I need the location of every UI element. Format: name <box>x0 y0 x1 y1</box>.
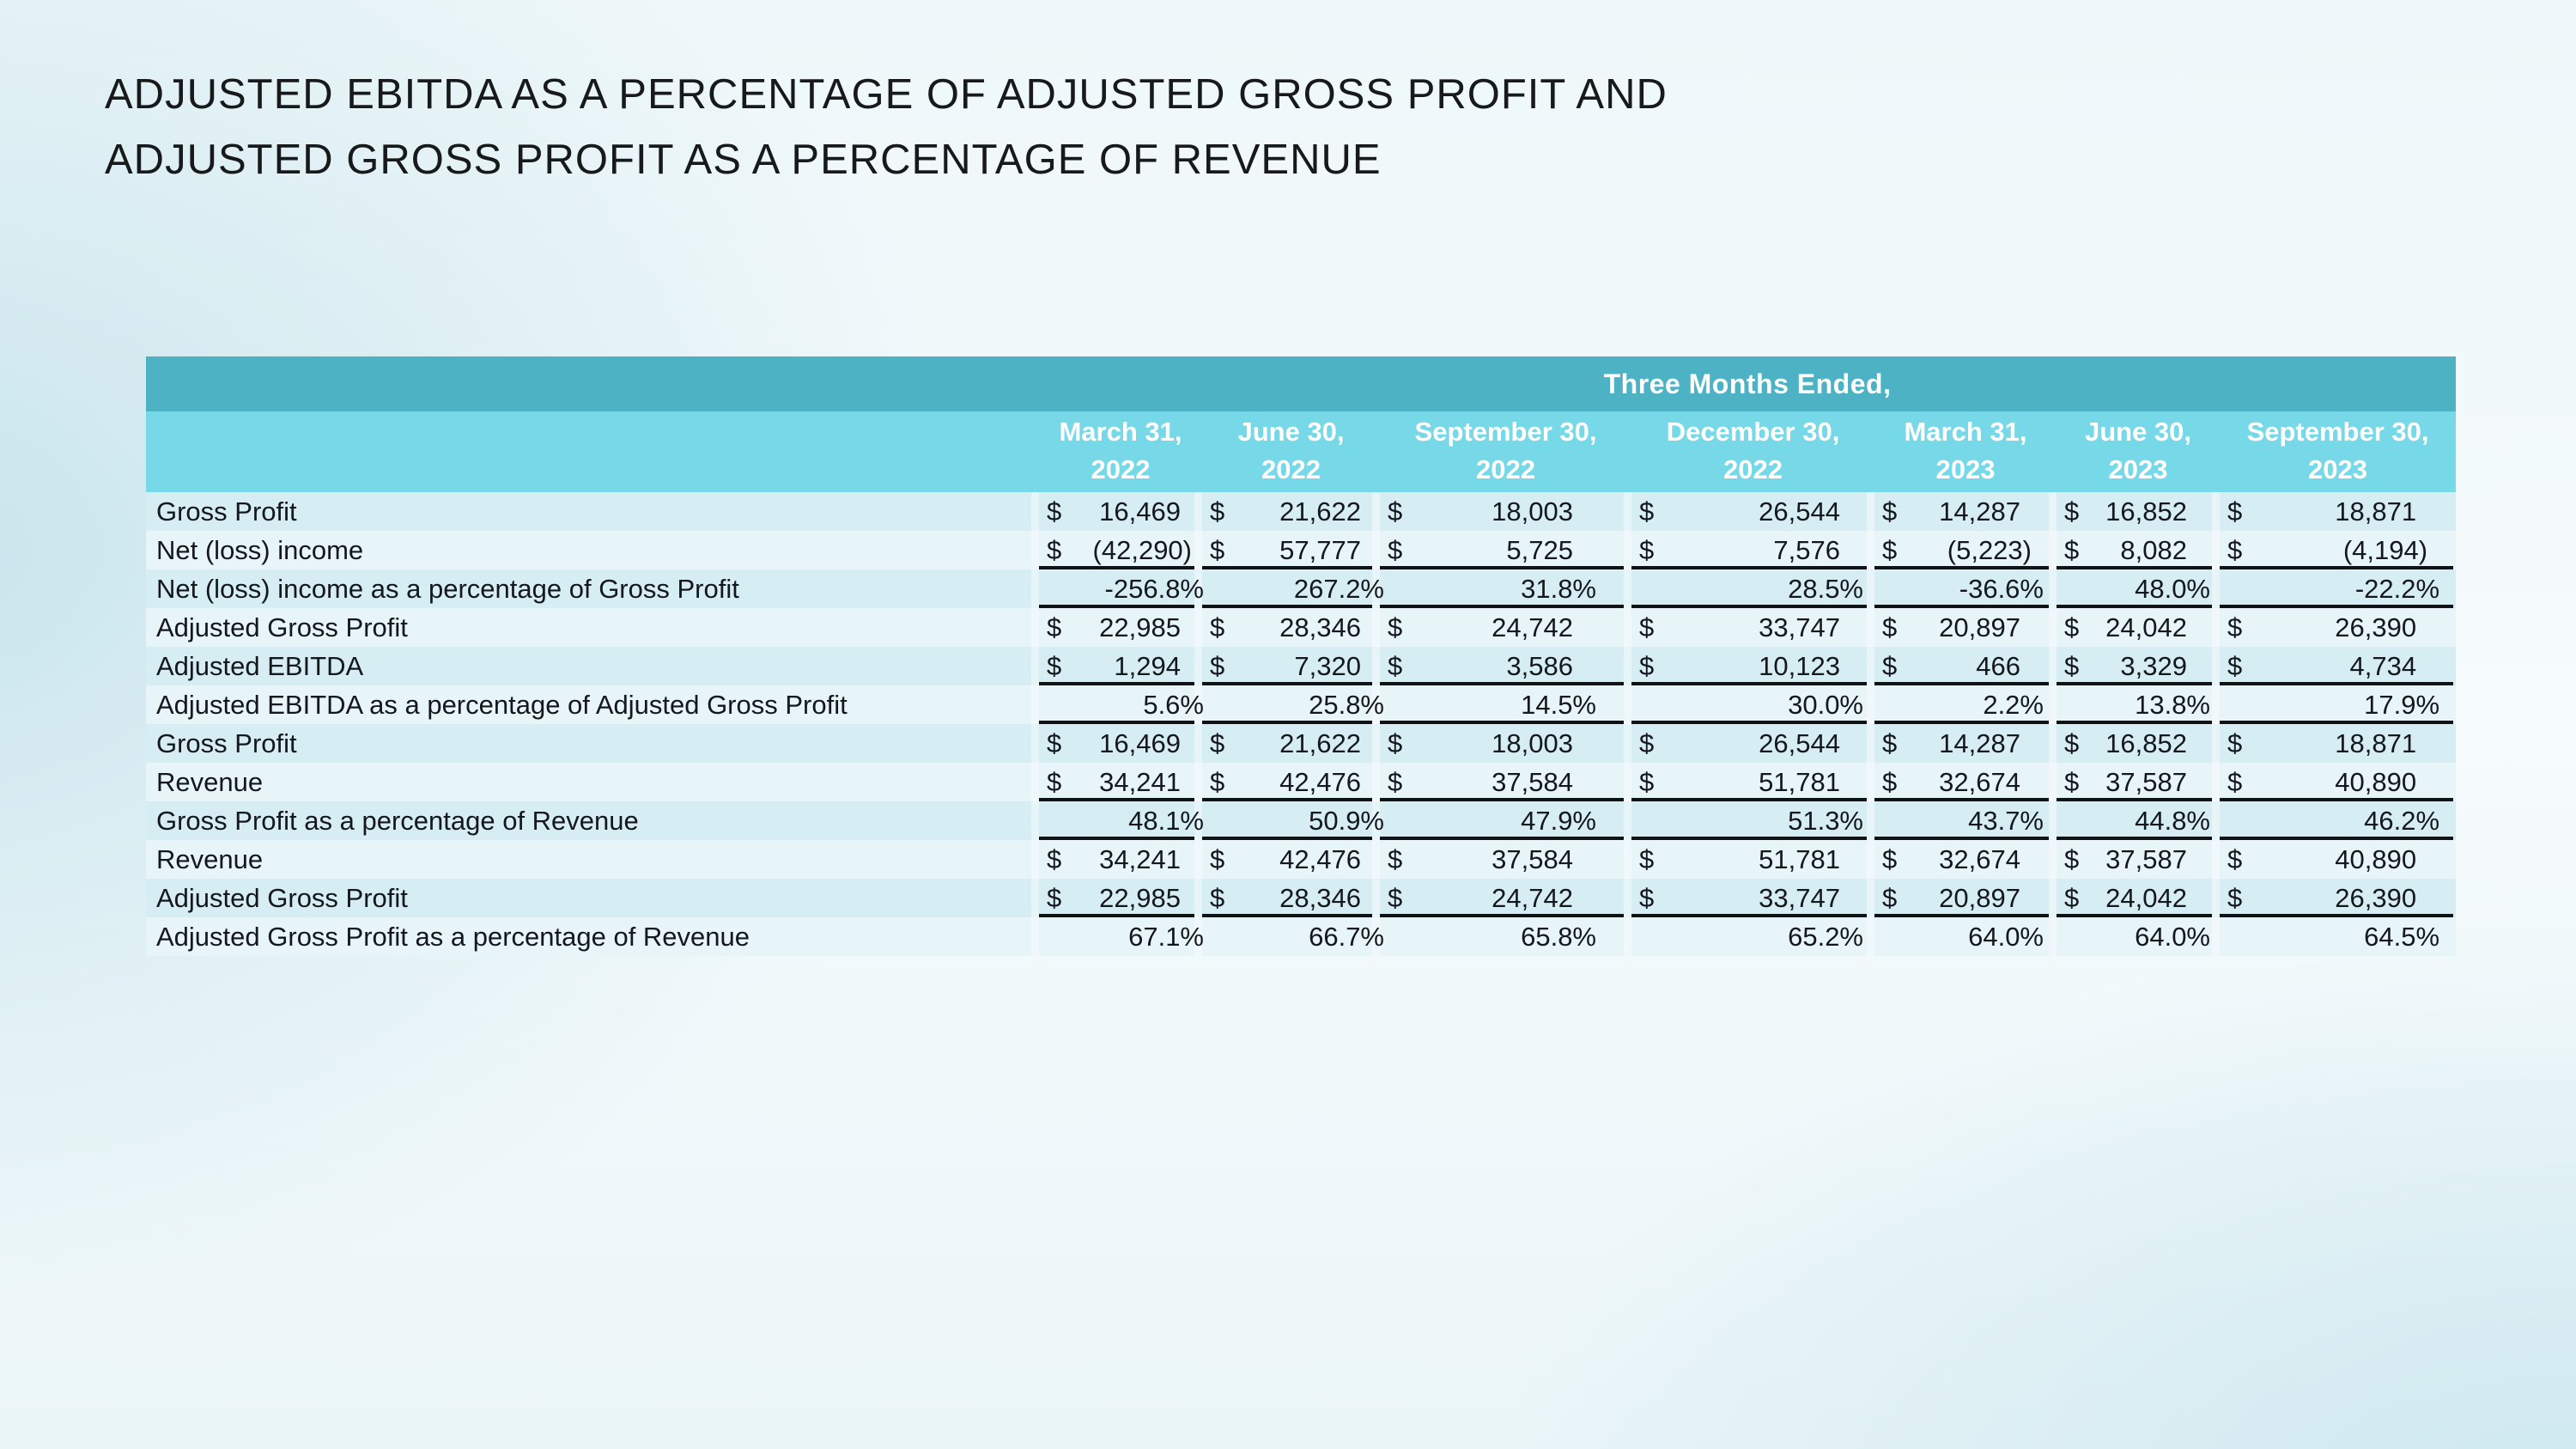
table-cell <box>1874 647 2057 685</box>
row-label: Adjusted Gross Profit <box>146 608 1039 647</box>
cell-value: 16,469 <box>1099 728 1181 758</box>
table-cell <box>2057 685 2220 724</box>
cell-value: 28,346 <box>1279 882 1361 913</box>
table-cell <box>1874 608 2057 647</box>
three-months-ended-label: Three Months Ended, <box>1603 368 1892 399</box>
table-cell <box>1874 840 2057 879</box>
row-label: Adjusted Gross Profit as a percentage of Revenue <box>146 917 1039 956</box>
cell-value: 18,871 <box>2335 728 2417 758</box>
cell-value: 26,544 <box>1759 728 1840 758</box>
table-cell <box>1380 917 1631 956</box>
currency-symbol: $ <box>1047 766 1062 797</box>
currency-symbol: $ <box>2064 843 2080 874</box>
currency-symbol: $ <box>2227 496 2243 527</box>
cell-value: 22,985 <box>1099 882 1181 913</box>
currency-symbol: $ <box>1882 612 1898 642</box>
table-cell <box>2220 647 2456 685</box>
cell-value: 3,329 <box>2120 650 2187 681</box>
table-cell <box>1874 801 2057 840</box>
cell-value: 64.5% <box>2364 921 2440 952</box>
cell-value: 42,476 <box>1279 766 1361 797</box>
table-cell <box>1631 647 1874 685</box>
row-label: Gross Profit <box>146 492 1039 531</box>
column-header-line2: 2023 <box>2108 454 2168 484</box>
table-cell <box>2057 492 2220 531</box>
cell-value: 28,346 <box>1279 612 1361 642</box>
currency-symbol: $ <box>1639 650 1655 681</box>
table-row-gross-profit <box>146 724 2456 763</box>
column-header-september-30-2022 <box>1380 411 1631 492</box>
cell-value: 8,082 <box>2120 534 2187 565</box>
table-cell <box>2057 801 2220 840</box>
cell-value: 28.5% <box>1788 573 1863 604</box>
cell-value: 16,852 <box>2105 728 2187 758</box>
table-row-adjusted-ebitda <box>146 647 2456 685</box>
cell-value: 24,742 <box>1492 612 1573 642</box>
table-cell <box>1631 840 1874 879</box>
currency-symbol: $ <box>1388 650 1403 681</box>
currency-symbol: $ <box>2064 728 2080 758</box>
table-cell <box>2057 917 2220 956</box>
cell-value: 5.6% <box>1143 689 1204 720</box>
cell-value: 22,985 <box>1099 612 1181 642</box>
cell-value: 20,897 <box>1939 882 2020 913</box>
cell-value: 50.9% <box>1309 805 1384 836</box>
table-cell <box>1039 569 1202 608</box>
table-row-gross-profit-pct-of-revenue <box>146 801 2456 840</box>
cell-value: 18,003 <box>1492 496 1573 527</box>
cell-value: 466 <box>1976 650 2020 681</box>
currency-symbol: $ <box>1639 534 1655 565</box>
cell-value: 25.8% <box>1309 689 1384 720</box>
table-cell <box>2057 840 2220 879</box>
currency-symbol: $ <box>1388 534 1403 565</box>
table-row-adjusted-ebitda-pct-of-adjusted-gross-profit <box>146 685 2456 724</box>
currency-symbol: $ <box>1047 650 1062 681</box>
cell-value: 67.1% <box>1128 921 1204 952</box>
table-cell <box>1874 917 2057 956</box>
table-cell <box>2057 569 2220 608</box>
cell-value: 24,742 <box>1492 882 1573 913</box>
table-cell <box>1380 763 1631 801</box>
table-cell <box>1380 492 1631 531</box>
currency-symbol: $ <box>2064 612 2080 642</box>
table-cell <box>1202 492 1380 531</box>
cell-value: 13.8% <box>2135 689 2210 720</box>
cell-value: 16,852 <box>2105 496 2187 527</box>
currency-symbol: $ <box>1047 534 1062 565</box>
table-cell <box>2220 917 2456 956</box>
table-cell <box>1380 840 1631 879</box>
table-cell <box>1380 569 1631 608</box>
currency-symbol: $ <box>1210 766 1225 797</box>
cell-value: 37,587 <box>2105 843 2187 874</box>
table-cell <box>1202 879 1380 917</box>
currency-symbol: $ <box>1210 882 1225 913</box>
cell-value: 24,042 <box>2105 882 2187 913</box>
currency-symbol: $ <box>2227 882 2243 913</box>
table-cell <box>1380 608 1631 647</box>
table-cell <box>1631 724 1874 763</box>
page-title-line-1: ADJUSTED EBITDA AS A PERCENTAGE OF ADJUSTED GROSS PROFIT AND <box>105 71 1668 118</box>
table-cell <box>1202 608 1380 647</box>
cell-value: 51.3% <box>1788 805 1863 836</box>
cell-value: 51,781 <box>1759 766 1840 797</box>
currency-symbol: $ <box>2064 496 2080 527</box>
cell-value: (42,290) <box>1092 534 1192 565</box>
currency-symbol: $ <box>1882 650 1898 681</box>
column-header-line1: June 30, <box>2084 417 2192 447</box>
row-label: Adjusted EBITDA as a percentage of Adjusted Gross Profit <box>146 685 1039 724</box>
table-cell <box>2220 608 2456 647</box>
currency-symbol: $ <box>2227 766 2243 797</box>
currency-symbol: $ <box>1210 650 1225 681</box>
table-cell <box>1631 801 1874 840</box>
cell-value: 4,734 <box>2349 650 2417 681</box>
row-label: Revenue <box>146 763 1039 801</box>
currency-symbol: $ <box>1047 843 1062 874</box>
table-cell <box>2220 801 2456 840</box>
cell-value: 66.7% <box>1309 921 1384 952</box>
column-header-line1: September 30, <box>2246 417 2429 447</box>
currency-symbol: $ <box>1882 728 1898 758</box>
column-header-line2: 2022 <box>1723 454 1783 484</box>
row-label: Revenue <box>146 840 1039 879</box>
cell-value: 48.0% <box>2135 573 2210 604</box>
currency-symbol: $ <box>1047 882 1062 913</box>
cell-value: 48.1% <box>1128 805 1204 836</box>
currency-symbol: $ <box>1639 612 1655 642</box>
cell-value: 37,587 <box>2105 766 2187 797</box>
cell-value: 2.2% <box>1983 689 2044 720</box>
currency-symbol: $ <box>1388 728 1403 758</box>
table-row-adjusted-gross-profit <box>146 608 2456 647</box>
table-cell <box>2057 608 2220 647</box>
currency-symbol: $ <box>1047 496 1062 527</box>
currency-symbol: $ <box>1388 612 1403 642</box>
cell-value: 65.8% <box>1521 921 1596 952</box>
cell-value: 43.7% <box>1968 805 2044 836</box>
header-spacer-cell <box>146 411 1039 492</box>
cell-value: 40,890 <box>2335 843 2417 874</box>
table-cell <box>1039 492 1202 531</box>
cell-value: 65.2% <box>1788 921 1863 952</box>
currency-symbol: $ <box>2064 534 2080 565</box>
currency-symbol: $ <box>1639 766 1655 797</box>
table-cell <box>1202 801 1384 840</box>
table-cell <box>1874 531 2057 569</box>
table-cell <box>1631 685 1874 724</box>
column-header-line1: June 30, <box>1237 417 1345 447</box>
table-row-gross-profit <box>146 492 2456 531</box>
cell-value: 1,294 <box>1114 650 1181 681</box>
cell-value: 64.0% <box>1968 921 2044 952</box>
currency-symbol: $ <box>1210 534 1225 565</box>
cell-value: 33,747 <box>1759 612 1840 642</box>
cell-value: -36.6% <box>1959 573 2044 604</box>
cell-value: 5,725 <box>1506 534 1573 565</box>
column-header-line1: March 31, <box>1904 417 2027 447</box>
table-cell <box>2057 647 2220 685</box>
cell-value: 57,777 <box>1279 534 1361 565</box>
currency-symbol: $ <box>2227 650 2243 681</box>
cell-value: 26,390 <box>2335 882 2417 913</box>
cell-value: 32,674 <box>1939 766 2020 797</box>
currency-symbol: $ <box>1882 766 1898 797</box>
table-cell <box>1874 724 2057 763</box>
currency-symbol: $ <box>1882 496 1898 527</box>
table-cell <box>1380 685 1631 724</box>
header-spacer-cell <box>146 356 1039 411</box>
cell-value: 47.9% <box>1521 805 1596 836</box>
currency-symbol: $ <box>1882 843 1898 874</box>
table-cell <box>1874 685 2057 724</box>
currency-symbol: $ <box>2227 534 2243 565</box>
table-cell <box>1631 531 1874 569</box>
table-row-adjusted-gross-profit <box>146 879 2456 917</box>
table-cell <box>2220 685 2456 724</box>
table-cell <box>2220 879 2456 917</box>
table-cell <box>1631 763 1874 801</box>
table-cell <box>1874 569 2057 608</box>
column-header-line1: March 31, <box>1059 417 1182 447</box>
column-header-line1: December 30, <box>1666 417 1840 447</box>
cell-value: 26,544 <box>1759 496 1840 527</box>
cell-value: 21,622 <box>1279 496 1361 527</box>
table-cell <box>2220 492 2456 531</box>
cell-value: 18,003 <box>1492 728 1573 758</box>
row-label: Gross Profit as a percentage of Revenue <box>146 801 1039 840</box>
cell-value: 26,390 <box>2335 612 2417 642</box>
cell-value: 46.2% <box>2364 805 2440 836</box>
currency-symbol: $ <box>1388 882 1403 913</box>
cell-value: 37,584 <box>1492 843 1573 874</box>
table-cell <box>1202 724 1380 763</box>
cell-value: 30.0% <box>1788 689 1863 720</box>
column-header-line2: 2022 <box>1261 454 1321 484</box>
cell-value: 31.8% <box>1521 573 1596 604</box>
cell-value: 14.5% <box>1521 689 1596 720</box>
table-cell <box>1631 917 1874 956</box>
cell-value: 34,241 <box>1099 766 1181 797</box>
currency-symbol: $ <box>1210 612 1225 642</box>
currency-symbol: $ <box>1388 766 1403 797</box>
currency-symbol: $ <box>2227 728 2243 758</box>
table-column-header-row <box>146 411 2456 492</box>
cell-value: 16,469 <box>1099 496 1181 527</box>
currency-symbol: $ <box>1047 728 1062 758</box>
cell-value: 42,476 <box>1279 843 1361 874</box>
table-cell <box>1631 608 1874 647</box>
table-cell <box>1202 685 1384 724</box>
table-cell <box>1202 840 1380 879</box>
cell-value: 21,622 <box>1279 728 1361 758</box>
column-header-september-30-2023 <box>2220 411 2456 492</box>
table-cell <box>1039 801 1202 840</box>
cell-value: 20,897 <box>1939 612 2020 642</box>
currency-symbol: $ <box>1639 496 1655 527</box>
row-label: Adjusted EBITDA <box>146 647 1039 685</box>
cell-value: -22.2% <box>2354 573 2440 604</box>
table-cell <box>1380 647 1631 685</box>
table-row-revenue <box>146 763 2456 801</box>
page-title-line-2: ADJUSTED GROSS PROFIT AS A PERCENTAGE OF REVENUE <box>105 137 1382 183</box>
cell-value: (4,194) <box>2342 534 2428 565</box>
cell-value: 7,320 <box>1294 650 1361 681</box>
page-title <box>105 62 1668 192</box>
cell-value: 32,674 <box>1939 843 2020 874</box>
currency-symbol: $ <box>2064 882 2080 913</box>
cell-value: (5,223) <box>1947 534 2032 565</box>
currency-symbol: $ <box>1882 882 1898 913</box>
column-header-march-31-2022 <box>1039 411 1202 492</box>
table-cell <box>1039 531 1202 569</box>
column-header-line2: 2023 <box>2308 454 2368 484</box>
table-cell <box>1202 531 1380 569</box>
cell-value: 18,871 <box>2335 496 2417 527</box>
cell-value: 40,890 <box>2335 766 2417 797</box>
table-cell <box>1874 492 2057 531</box>
cell-value: 14,287 <box>1939 496 2020 527</box>
table-cell <box>1380 879 1631 917</box>
cell-value: 44.8% <box>2135 805 2210 836</box>
table-cell <box>1039 724 1202 763</box>
table-cell <box>1039 608 1202 647</box>
currency-symbol: $ <box>1639 728 1655 758</box>
table-cell <box>1039 917 1202 956</box>
table-cell <box>2220 840 2456 879</box>
cell-value: 3,586 <box>1506 650 1573 681</box>
currency-symbol: $ <box>2064 766 2080 797</box>
table-cell <box>1631 492 1874 531</box>
table-cell <box>2220 763 2456 801</box>
table-cell <box>1039 840 1202 879</box>
table-cell <box>2220 531 2456 569</box>
column-header-june-30-2022 <box>1202 411 1380 492</box>
currency-symbol: $ <box>1210 496 1225 527</box>
column-header-march-31-2023 <box>1874 411 2057 492</box>
column-header-line2: 2022 <box>1091 454 1151 484</box>
row-label: Gross Profit <box>146 724 1039 763</box>
cell-value: 14,287 <box>1939 728 2020 758</box>
column-header-line2: 2023 <box>1935 454 1996 484</box>
cell-value: 51,781 <box>1759 843 1840 874</box>
currency-symbol: $ <box>1210 843 1225 874</box>
table-row-net-loss-income <box>146 531 2456 569</box>
table-cell <box>1202 647 1380 685</box>
cell-value: 24,042 <box>2105 612 2187 642</box>
currency-symbol: $ <box>1882 534 1898 565</box>
currency-symbol: $ <box>1639 882 1655 913</box>
table-row-revenue <box>146 840 2456 879</box>
cell-value: 10,123 <box>1759 650 1840 681</box>
cell-value: 34,241 <box>1099 843 1181 874</box>
currency-symbol: $ <box>1210 728 1225 758</box>
currency-symbol: $ <box>2227 612 2243 642</box>
currency-symbol: $ <box>2227 843 2243 874</box>
cell-value: 267.2% <box>1293 573 1384 604</box>
financial-table <box>146 356 2456 956</box>
table-cell <box>2220 724 2456 763</box>
table-cell <box>1202 917 1384 956</box>
column-header-june-30-2023 <box>2057 411 2220 492</box>
table-cell <box>1380 801 1631 840</box>
row-label: Net (loss) income as a percentage of Gross Profit <box>146 569 1039 608</box>
table-cell <box>1380 724 1631 763</box>
table-cell <box>1039 763 1202 801</box>
currency-symbol: $ <box>1388 496 1403 527</box>
column-header-line2: 2022 <box>1476 454 1535 484</box>
column-header-line1: September 30, <box>1414 417 1597 447</box>
table-cell <box>1631 879 1874 917</box>
currency-symbol: $ <box>2064 650 2080 681</box>
table-cell <box>2057 531 2220 569</box>
table-cell <box>1039 879 1202 917</box>
currency-symbol: $ <box>1388 843 1403 874</box>
table-cell <box>2057 763 2220 801</box>
cell-value: -256.8% <box>1104 573 1204 604</box>
cell-value: 17.9% <box>2364 689 2440 720</box>
row-label: Adjusted Gross Profit <box>146 879 1039 917</box>
column-header-december-30-2022 <box>1631 411 1874 492</box>
table-cell <box>2057 879 2220 917</box>
table-cell <box>2057 724 2220 763</box>
table-cell <box>1039 685 1202 724</box>
table-row-adjusted-gross-profit-pct-of-revenue <box>146 917 2456 956</box>
table-row-net-loss-income-pct-of-gross-profit <box>146 569 2456 608</box>
table-cell <box>1631 569 1874 608</box>
table-cell <box>1202 569 1384 608</box>
table-cell <box>1874 763 2057 801</box>
cell-value: 64.0% <box>2135 921 2210 952</box>
cell-value: 33,747 <box>1759 882 1840 913</box>
row-label: Net (loss) income <box>146 531 1039 569</box>
table-cell <box>1874 879 2057 917</box>
table-cell <box>1380 531 1631 569</box>
table-cell <box>1039 647 1202 685</box>
table-cell <box>2220 569 2456 608</box>
currency-symbol: $ <box>1639 843 1655 874</box>
cell-value: 7,576 <box>1773 534 1840 565</box>
table-cell <box>1202 763 1380 801</box>
cell-value: 37,584 <box>1492 766 1573 797</box>
table-header-band <box>146 356 2456 411</box>
currency-symbol: $ <box>1047 612 1062 642</box>
three-months-ended-header <box>1039 356 2456 411</box>
